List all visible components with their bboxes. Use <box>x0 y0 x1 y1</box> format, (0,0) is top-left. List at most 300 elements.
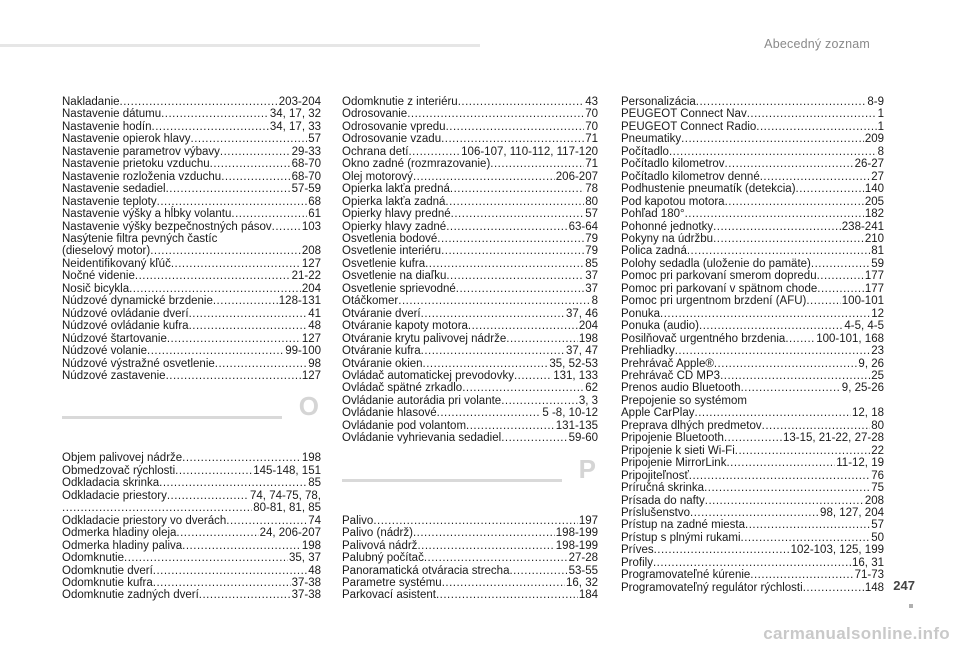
entry-term: Otváranie krytu palivovej nádrže <box>342 332 507 345</box>
index-entry <box>621 420 884 432</box>
index-entry <box>62 258 321 270</box>
entry-term: Núdzové dynamické brzdenie <box>62 295 213 308</box>
entry-leader-dots <box>501 432 567 444</box>
index-entry <box>342 395 598 407</box>
index-entry <box>621 121 884 133</box>
entry-leader-dots <box>166 370 301 382</box>
entry-pages: 78 <box>585 183 598 196</box>
entry-leader-dots <box>120 96 278 108</box>
entry-term: Nastavenie opierok hlavy <box>62 133 191 146</box>
index-entry <box>621 495 884 507</box>
entry-term: Ovládač spätné zrkadlo <box>342 382 463 395</box>
entry-pages: 1 <box>877 108 884 121</box>
entry-leader-dots <box>699 320 843 332</box>
entry-leader-dots <box>150 245 301 257</box>
entry-term: Ovládač automatickej prevodovky <box>342 369 514 382</box>
entry-term: Príslušenstvo <box>621 506 691 519</box>
entry-term: Preprava dlhých predmetov <box>621 419 762 432</box>
entry-leader-dots <box>760 171 870 183</box>
index-entry <box>342 345 598 357</box>
entry-leader-dots <box>669 146 877 158</box>
index-entry <box>621 133 884 145</box>
entry-pages: 8 <box>591 295 598 308</box>
index-entry <box>342 158 598 170</box>
index-entry <box>621 295 884 307</box>
entry-pages: 50 <box>871 531 884 544</box>
entry-term: Pokyny na údržbu <box>621 232 714 245</box>
entry-pages: 80 <box>585 195 598 208</box>
entry-leader-dots <box>685 208 864 220</box>
entry-term: Nastavenie výšky a hĺbky volantu <box>62 208 232 221</box>
index-entry <box>62 196 321 208</box>
index-entry <box>342 183 598 195</box>
entry-leader-dots <box>695 407 852 419</box>
entry-leader-dots <box>490 158 584 170</box>
entry-term: Pod kapotou motora <box>621 195 725 208</box>
entry-pages: 70 <box>585 120 598 133</box>
entry-pages: 8 <box>877 145 884 158</box>
entry-term: Opierka lakťa zadná <box>342 195 446 208</box>
index-entry <box>342 382 598 394</box>
entry-term: Podhustenie pneumatík (detekcia) <box>621 183 796 196</box>
entry-leader-dots <box>147 345 284 357</box>
entry-leader-dots <box>189 308 308 320</box>
entry-leader-dots <box>811 258 870 270</box>
entry-pages: 208 <box>301 245 321 258</box>
index-entry <box>342 515 598 527</box>
entry-pages: 8-9 <box>867 96 884 108</box>
index-entry <box>62 133 321 145</box>
entry-term: Programovateľné kúrenie <box>621 569 751 582</box>
entry-pages: 103 <box>301 220 321 233</box>
entry-leader-dots <box>213 295 278 307</box>
entry-term: Pohonné jednotky <box>621 220 714 233</box>
entry-pages: 127 <box>301 332 321 345</box>
index-entry <box>62 183 321 195</box>
entry-leader-dots <box>725 196 864 208</box>
entry-leader-dots <box>124 552 288 564</box>
entry-leader-dots <box>161 108 269 120</box>
entry-term: Opierky hlavy predné <box>342 208 451 221</box>
entry-leader-dots <box>437 407 542 419</box>
entry-pages: 74 <box>308 514 321 527</box>
entry-term: Nočné videnie <box>62 270 135 283</box>
entry-pages: 197 <box>578 514 598 527</box>
entry-term: Otváranie kufra <box>342 345 421 358</box>
entry-term: Ovládanie pod volantom <box>342 419 467 432</box>
index-entry <box>62 208 321 220</box>
index-list-o-cont <box>342 96 598 445</box>
entry-pages: 57 <box>871 519 884 532</box>
entry-term: Palubný počítač <box>342 552 424 565</box>
entry-leader-dots <box>451 208 585 220</box>
index-entry <box>342 233 598 245</box>
entry-pages: 80-81, 81, 85 <box>253 502 321 515</box>
index-entry <box>62 158 321 170</box>
entry-term: Polica zadná <box>621 245 687 258</box>
entry-pages: 48 <box>308 564 321 577</box>
entry-term: Odomknutie zadných dverí <box>62 589 199 602</box>
entry-pages: 27 <box>871 170 884 183</box>
entry-term: Príves <box>621 544 654 557</box>
index-entry <box>621 158 884 170</box>
page-title: Abecedný zoznam <box>764 37 870 51</box>
entry-term: Polohy sedadla (uloženie do pamäte) <box>621 257 811 270</box>
entry-leader-dots <box>272 221 301 233</box>
entry-leader-dots <box>408 146 460 158</box>
entry-pages: 71 <box>585 158 598 171</box>
entry-term: Nastavenie výšky bezpečnostných pásov <box>62 220 272 233</box>
index-entry <box>621 382 884 394</box>
index-entry <box>621 146 884 158</box>
index-entry <box>342 333 598 345</box>
entry-term: Prehrávač Apple® <box>621 357 714 370</box>
entry-term: Nastavenie hodín <box>62 120 152 133</box>
entry-pages: 34, 17, 32 <box>269 108 321 121</box>
entry-leader-dots <box>231 208 307 220</box>
section-letter: P <box>578 453 596 484</box>
index-entry <box>62 589 321 601</box>
entry-pages: 131-135 <box>555 419 598 432</box>
entry-term: Osvetlenie kufra <box>342 257 426 270</box>
index-entry <box>621 432 884 444</box>
entry-pages: 12 <box>871 307 884 320</box>
entry-pages: 16, 31 <box>852 556 884 569</box>
entry-term: Odrosovanie vzadu <box>342 133 442 146</box>
entry-pages: 57-59 <box>291 183 321 196</box>
entry-pages: 48 <box>308 320 321 333</box>
entry-pages: 148 <box>864 581 884 594</box>
entry-term: Nosič bicykla <box>62 282 130 295</box>
entry-term: PEUGEOT Connect Radio <box>621 120 757 133</box>
entry-leader-dots <box>436 589 578 601</box>
index-entry <box>62 452 321 464</box>
entry-term: Apple CarPlay <box>621 407 695 420</box>
index-entry <box>621 233 884 245</box>
entry-pages: 59 <box>871 257 884 270</box>
entry-term: Núdzové zastavenie <box>62 369 166 382</box>
entry-term: Ochrana detí <box>342 145 409 158</box>
entry-term: Pripojenie k sieti Wi-Fi <box>621 444 735 457</box>
entry-pages: 203-204 <box>278 96 321 108</box>
index-entry <box>621 470 884 482</box>
entry-term: Otváranie dverí <box>342 307 421 320</box>
entry-pages: 35, 37 <box>289 552 321 565</box>
entry-pages: 198-199 <box>555 539 598 552</box>
index-entry <box>621 96 884 108</box>
entry-leader-dots <box>762 420 871 432</box>
entry-term: Pripojenie MirrorLink <box>621 457 727 470</box>
index-entry <box>62 565 321 577</box>
entry-term: Pomoc pri parkovaní smerom dopredu <box>621 270 817 283</box>
entry-leader-dots <box>182 452 301 464</box>
index-entry <box>342 540 598 552</box>
entry-pages: 22 <box>871 444 884 457</box>
entry-term: Prísada do nafty <box>621 494 705 507</box>
index-entry <box>62 308 321 320</box>
entry-pages: 238-241 <box>841 220 884 233</box>
entry-leader-dots <box>696 96 867 108</box>
entry-term: Programovateľný regulátor rýchlosti <box>621 581 803 594</box>
index-entry <box>342 527 598 539</box>
index-entry <box>342 552 598 564</box>
entry-term: Pomoc pri parkovaní v spätnom chode <box>621 282 818 295</box>
entry-pages: 127 <box>301 257 321 270</box>
entry-leader-dots <box>441 133 584 145</box>
entry-term: Palivová nádrž <box>342 539 418 552</box>
entry-pages: 198 <box>301 539 321 552</box>
entry-pages: 35, 52-53 <box>549 357 598 370</box>
entry-leader-dots <box>176 527 258 539</box>
entry-pages: 206-207 <box>555 170 598 183</box>
entry-pages: 198 <box>301 452 321 465</box>
entry-term: Olej motorový <box>342 170 413 183</box>
index-entry <box>62 221 321 233</box>
entry-pages: 5 -8, 10-12 <box>542 407 598 420</box>
entry-leader-dots <box>725 158 854 170</box>
entry-leader-dots <box>681 133 864 145</box>
index-entry <box>62 540 321 552</box>
entry-term: Otáčkomer <box>342 295 399 308</box>
entry-pages: 71-73 <box>854 569 884 582</box>
section-divider <box>342 479 562 482</box>
entry-leader-dots <box>450 183 584 195</box>
index-entry <box>62 515 321 527</box>
entry-pages: 24, 206-207 <box>259 527 321 540</box>
entry-term: Nastavenie dátumu <box>62 108 162 121</box>
entry-term: Pohľad 180° <box>621 208 685 221</box>
entry-pages: 184 <box>578 589 598 602</box>
entry-pages: 205 <box>864 195 884 208</box>
entry-leader-dots <box>424 552 568 564</box>
entry-leader-dots <box>445 196 584 208</box>
entry-leader-dots <box>167 490 249 502</box>
entry-pages: 34, 17, 33 <box>269 120 321 133</box>
entry-leader-dots <box>756 121 876 133</box>
entry-pages: 128-131 <box>278 295 321 308</box>
index-entry <box>621 320 884 332</box>
index-entry <box>342 208 598 220</box>
header-rule <box>0 44 480 47</box>
index-entry <box>621 270 884 282</box>
entry-leader-dots <box>446 121 585 133</box>
index-entry <box>342 565 598 577</box>
index-entry <box>621 482 884 494</box>
index-entry <box>342 370 598 382</box>
index-entry <box>62 502 321 514</box>
section-header-o <box>62 391 321 444</box>
entry-pages: 131, 133 <box>553 369 598 382</box>
entry-pages: 16, 32 <box>566 576 598 589</box>
entry-term: Núdzové volanie <box>62 345 148 358</box>
entry-leader-dots <box>785 333 815 345</box>
entry-term: Parkovací asistent <box>342 589 436 602</box>
entry-pages: 177 <box>864 282 884 295</box>
entry-term: Parametre systému <box>342 576 442 589</box>
entry-leader-dots <box>726 457 835 469</box>
entry-term: Palivo <box>342 514 374 527</box>
entry-pages: 57 <box>585 208 598 221</box>
entry-leader-dots <box>153 565 307 577</box>
index-entry <box>342 589 598 601</box>
index-entry <box>342 308 598 320</box>
index-entry <box>62 146 321 158</box>
entry-term: Osvetlenie interiéru <box>342 245 442 258</box>
entry-leader-dots <box>153 577 291 589</box>
index-entry <box>621 245 884 257</box>
entry-leader-dots <box>456 283 584 295</box>
entry-term: Odrosovanie <box>342 108 408 121</box>
index-list-n <box>62 96 321 382</box>
index-entry <box>342 108 598 120</box>
page-number: 247 <box>893 578 915 593</box>
index-entry <box>621 221 884 233</box>
entry-leader-dots <box>501 395 578 407</box>
entry-term: Opierky hlavy zadné <box>342 220 447 233</box>
entry-leader-dots <box>747 108 877 120</box>
entry-leader-dots <box>421 345 565 357</box>
entry-pages: 98 <box>308 357 321 370</box>
entry-pages: 26-27 <box>854 158 884 171</box>
entry-pages: 71 <box>585 133 598 146</box>
index-entry <box>342 270 598 282</box>
entry-leader-dots <box>745 519 870 531</box>
entry-term: Otváranie kapoty motora <box>342 320 468 333</box>
entry-pages: 62 <box>585 382 598 395</box>
entry-leader-dots <box>159 477 307 489</box>
entry-leader-dots <box>817 283 864 295</box>
index-entry <box>342 432 598 444</box>
entry-leader-dots <box>690 507 819 519</box>
index-entry <box>342 121 598 133</box>
entry-pages: 4-5, 4-5 <box>844 320 884 333</box>
entry-term: Osvetlenie sprievodné <box>342 282 456 295</box>
entry-pages: 23 <box>871 345 884 358</box>
index-entry <box>621 445 884 457</box>
entry-leader-dots <box>215 358 307 370</box>
entry-leader-dots <box>441 245 584 257</box>
index-entry <box>621 358 884 370</box>
entry-pages: 37, 47 <box>566 345 598 358</box>
entry-leader-dots <box>182 540 301 552</box>
entry-pages: 43 <box>585 96 598 108</box>
index-list-o <box>62 452 321 601</box>
entry-leader-dots <box>221 171 290 183</box>
entry-term: Odkladacia skrinka <box>62 477 160 490</box>
entry-pages: 41 <box>308 307 321 320</box>
entry-leader-dots <box>687 245 870 257</box>
entry-leader-dots <box>514 370 552 382</box>
index-entry <box>62 245 321 257</box>
index-entry <box>621 345 884 357</box>
entry-leader-dots <box>506 333 578 345</box>
entry-pages: 85 <box>308 477 321 490</box>
entry-pages: 21-22 <box>291 270 321 283</box>
entry-leader-dots <box>62 502 252 514</box>
index-entry <box>342 258 598 270</box>
entry-pages: 68 <box>308 195 321 208</box>
index-entry <box>621 582 884 594</box>
entry-pages: 204 <box>578 320 598 333</box>
section-letter: O <box>298 391 319 422</box>
index-entry <box>62 333 321 345</box>
index-entry <box>342 420 598 432</box>
index-column-1 <box>62 96 321 602</box>
entry-pages: 102-103, 125, 199 <box>790 544 884 557</box>
entry-leader-dots <box>175 465 252 477</box>
page-marker <box>909 604 913 608</box>
entry-term: Ovládanie autorádia pri volante <box>342 394 502 407</box>
entry-pages: 37 <box>585 282 598 295</box>
entry-pages: 79 <box>585 245 598 258</box>
entry-leader-dots <box>129 283 301 295</box>
entry-leader-dots <box>210 158 291 170</box>
entry-pages: 182 <box>864 208 884 221</box>
entry-pages: 209 <box>864 133 884 146</box>
entry-pages: 85 <box>585 257 598 270</box>
entry-pages: 127 <box>301 369 321 382</box>
entry-leader-dots <box>724 432 782 444</box>
index-entry <box>62 370 321 382</box>
index-entry <box>342 407 598 419</box>
index-list-p <box>342 515 598 602</box>
index-entry <box>621 196 884 208</box>
index-entry <box>621 457 884 469</box>
entry-term: Ponuka <box>621 307 661 320</box>
entry-leader-dots <box>735 445 870 457</box>
entry-pages: 25 <box>871 369 884 382</box>
entry-leader-dots <box>398 295 590 307</box>
entry-leader-dots <box>713 221 841 233</box>
entry-pages: 208 <box>864 494 884 507</box>
entry-leader-dots <box>741 382 841 394</box>
index-entry <box>621 283 884 295</box>
entry-pages: 57 <box>308 133 321 146</box>
entry-pages: 13-15, 21-22, 27-28 <box>782 432 884 445</box>
entry-pages: 76 <box>871 469 884 482</box>
entry-leader-dots <box>413 171 555 183</box>
entry-term: Príručná skrinka <box>621 482 705 495</box>
index-entry <box>342 171 598 183</box>
entry-term: Prístup na zadné miesta <box>621 519 746 532</box>
index-entry <box>621 258 884 270</box>
index-entry <box>621 308 884 320</box>
index-entry <box>62 358 321 370</box>
index-entry <box>62 527 321 539</box>
index-entry <box>342 221 598 233</box>
index-entry <box>62 121 321 133</box>
entry-pages: 29-33 <box>291 145 321 158</box>
entry-term: Odkladacie priestory vo dverách <box>62 514 227 527</box>
entry-term: Palivo (nádrž) <box>342 527 413 540</box>
entry-leader-dots <box>803 582 864 594</box>
entry-term: Prístup s plnými rukami <box>621 531 741 544</box>
index-entry <box>62 577 321 589</box>
entry-term: PEUGEOT Connect Nav <box>621 108 747 121</box>
index-entry <box>62 477 321 489</box>
index-entry <box>342 96 598 108</box>
entry-term: Osvetlenia bodové <box>342 232 438 245</box>
index-entry <box>621 333 884 345</box>
index-entry <box>62 270 321 282</box>
index-entry <box>621 171 884 183</box>
entry-term: (dieselový motor) <box>62 245 151 258</box>
entry-leader-dots <box>509 565 567 577</box>
entry-term: Prenos audio Bluetooth <box>621 382 741 395</box>
entry-pages: 74, 74-75, 78, <box>250 489 321 502</box>
index-entry <box>621 507 884 519</box>
entry-term: Nastavenie parametrov výbavy <box>62 145 220 158</box>
